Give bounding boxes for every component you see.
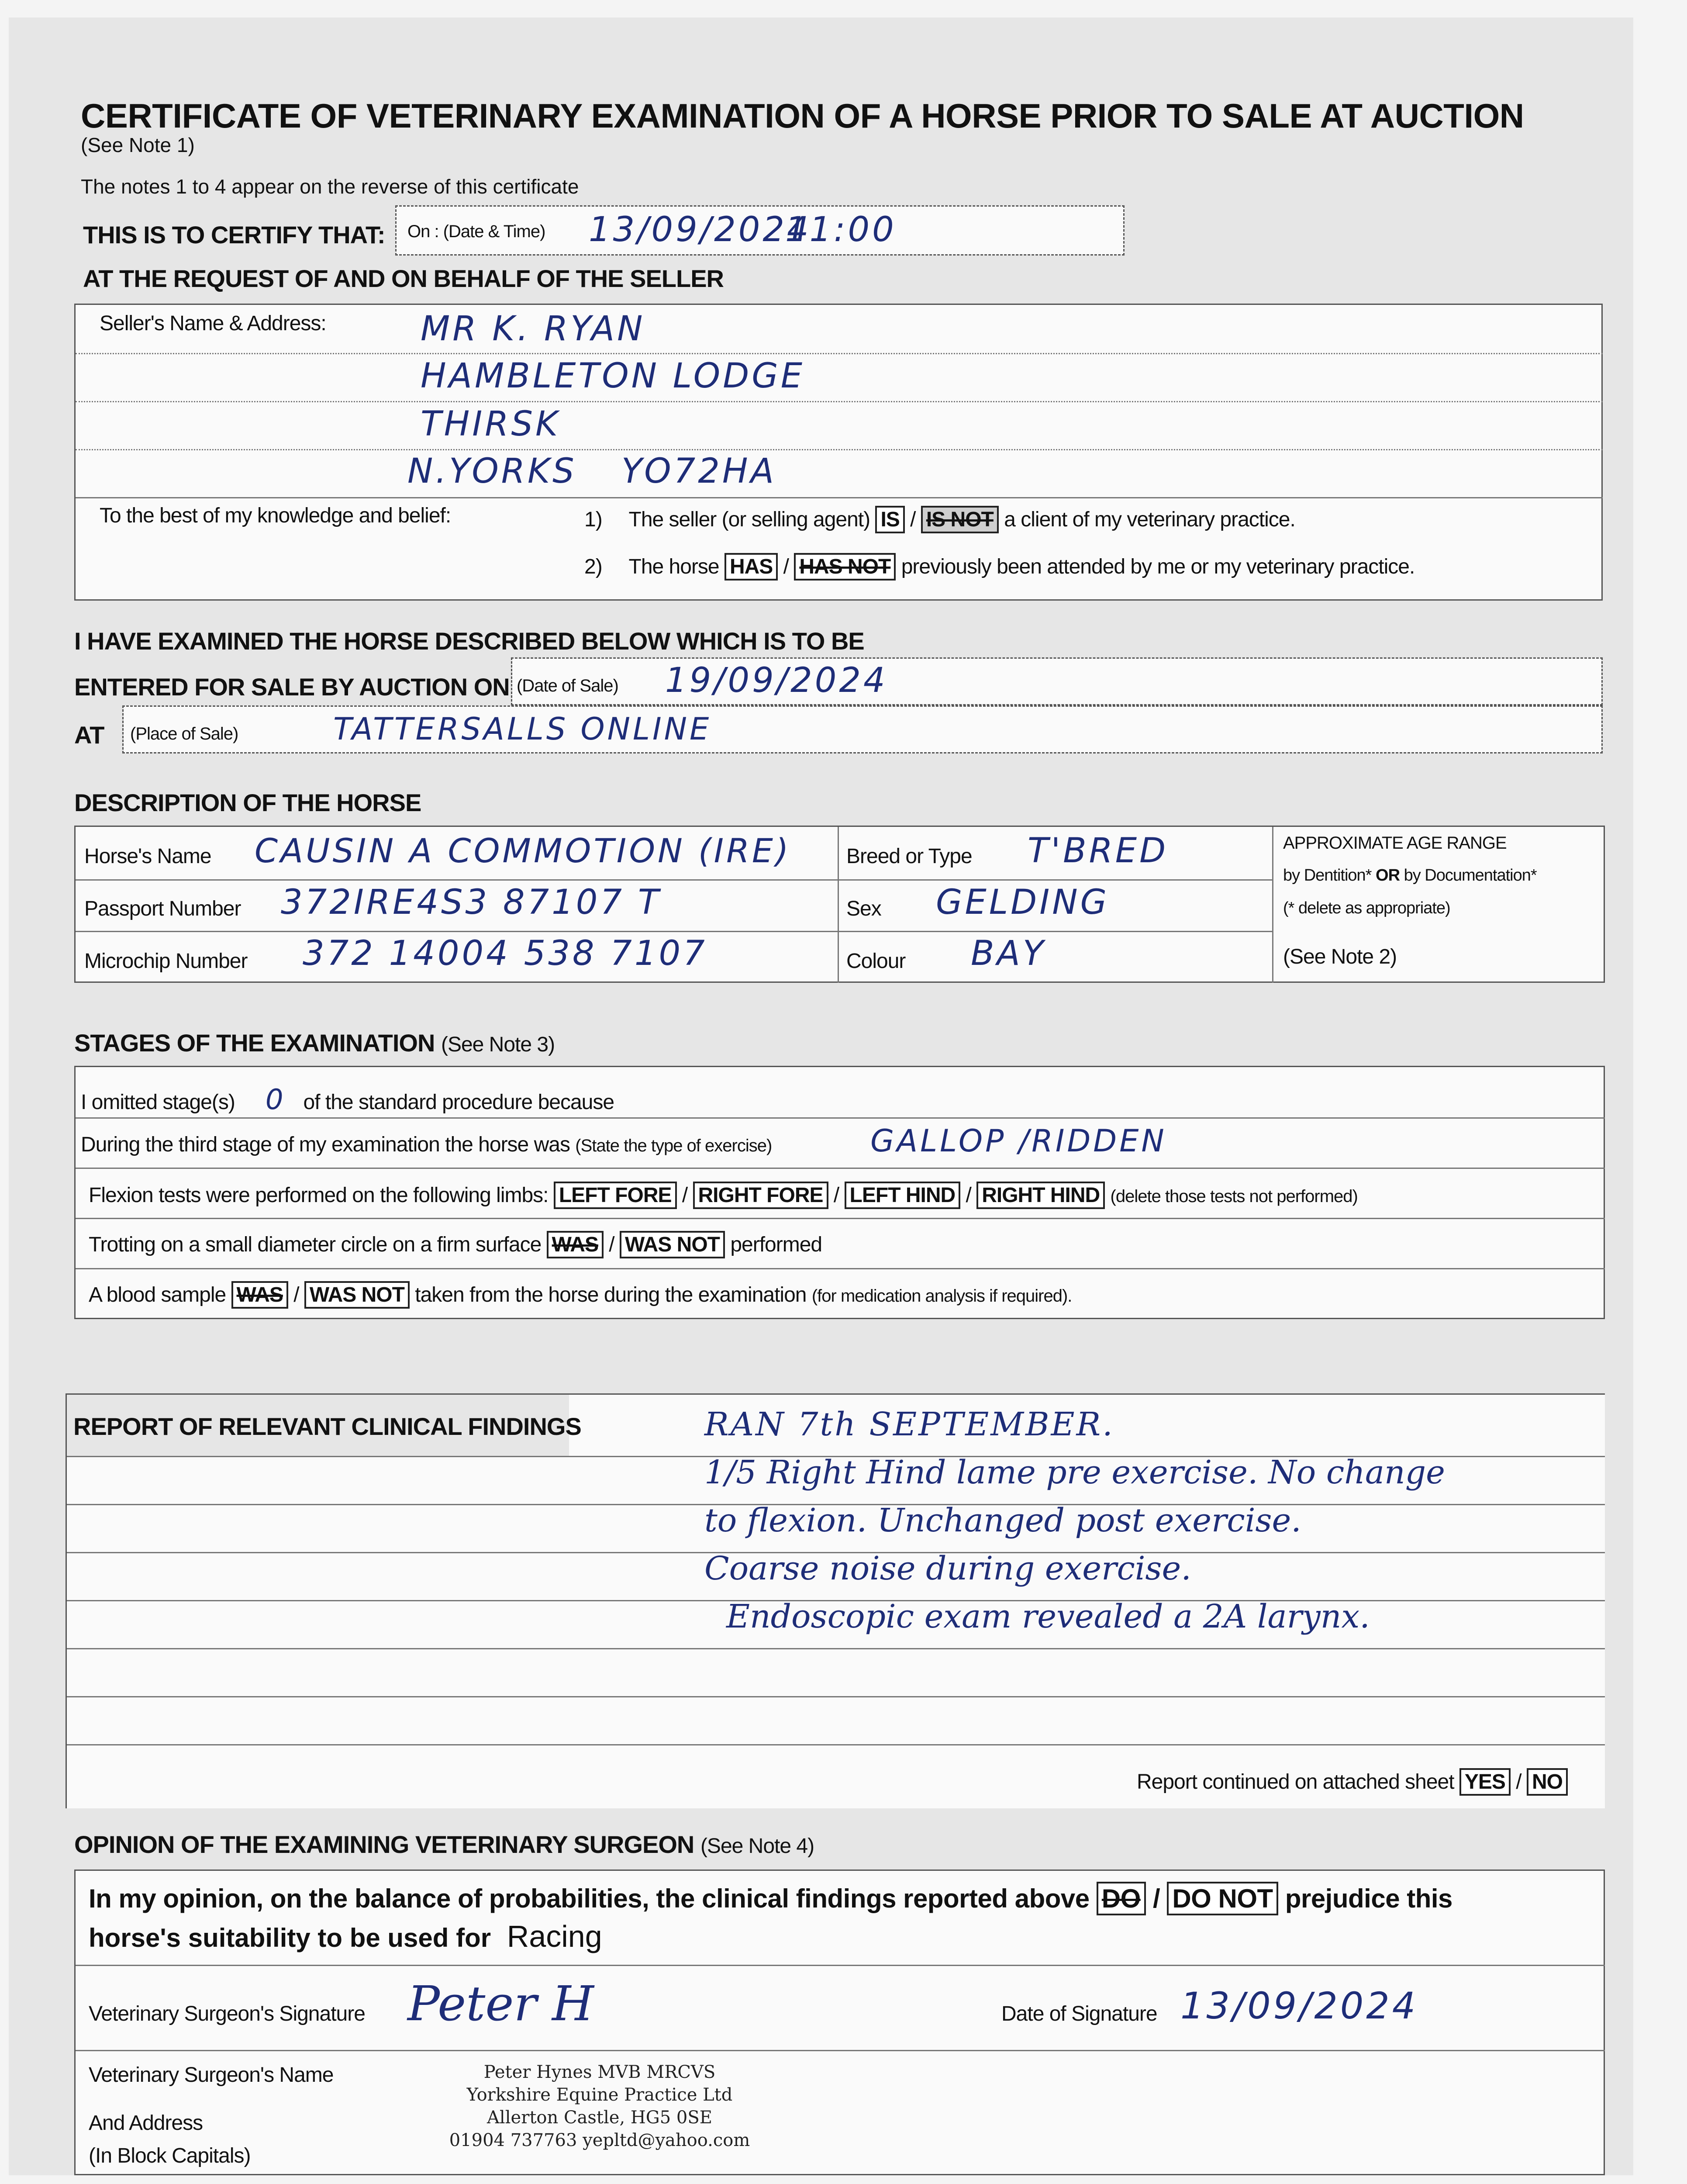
block-capitals-label: (In Block Capitals) (89, 2144, 251, 2167)
microchip-label: Microchip Number (84, 950, 248, 973)
finding-line-1: RAN 7th SEPTEMBER. (704, 1406, 1114, 1443)
certificate-title: CERTIFICATE OF VETERINARY EXAMINATION OF A HORSE PRIOR TO SALE AT AUCTION (81, 97, 1524, 135)
age-range-title: APPROXIMATE AGE RANGE (1283, 833, 1507, 853)
certify-label: THIS IS TO CERTIFY THAT: (83, 221, 385, 249)
date-of-sale-field[interactable] (511, 657, 1603, 705)
flexion-left-hind[interactable]: LEFT HIND (845, 1182, 961, 1209)
horse-name-label: Horse's Name (84, 845, 211, 868)
sex-value: GELDING (936, 883, 1110, 922)
colour-value: BAY (971, 934, 1046, 973)
age-range-see-note: (See Note 2) (1283, 945, 1397, 968)
report-continued-row: Report continued on attached sheet YES / NO (1137, 1768, 1568, 1796)
blood-was-not-option[interactable]: WAS NOT (304, 1281, 410, 1309)
omitted-stage-row: I omitted stage(s) 0 of the standard procedure because (81, 1084, 614, 1116)
is-not-option[interactable]: IS NOT (921, 506, 999, 533)
notes-intro: The notes 1 to 4 appear on the reverse of this certificate (81, 175, 579, 198)
third-stage-value[interactable]: GALLOP /RIDDEN (870, 1123, 1167, 1159)
stages-section-label: STAGES OF THE EXAMINATION (See Note 3) (74, 1029, 555, 1057)
opinion-box (74, 1870, 1605, 2175)
examined-label: I HAVE EXAMINED THE HORSE DESCRIBED BELOW WHICH IS TO BE (74, 627, 864, 655)
seller-box (74, 304, 1603, 601)
opinion-do-option[interactable]: DO (1097, 1882, 1146, 1915)
signature-date-label: Date of Signature (1001, 2002, 1157, 2025)
horse-section-label: DESCRIPTION OF THE HORSE (74, 789, 421, 816)
has-option[interactable]: HAS (724, 553, 778, 581)
stages-table (74, 1066, 1605, 1319)
findings-box (66, 1393, 1605, 1808)
blood-was-option[interactable]: WAS (231, 1281, 288, 1309)
intended-use-value[interactable]: Racing (507, 1919, 602, 1953)
flexion-right-fore[interactable]: RIGHT FORE (693, 1182, 828, 1209)
on-date: 13/09/2024 (589, 210, 811, 249)
opinion-statement-line2: horse's suitability to be used for Racing (89, 1919, 602, 1953)
exam-datetime-field[interactable] (395, 205, 1125, 256)
see-note-1: (See Note 1) (81, 134, 195, 156)
entered-label: ENTERED FOR SALE BY AUCTION ON (74, 673, 510, 701)
trot-was-not-option[interactable]: WAS NOT (620, 1231, 725, 1258)
is-option[interactable]: IS (875, 506, 904, 533)
microchip-value: 372 14004 538 7107 (303, 934, 707, 973)
finding-line-5: Endoscopic exam revealed a 2A larynx. (726, 1598, 1370, 1635)
place-of-sale-label: (Place of Sale) (130, 724, 238, 743)
signature-label: Veterinary Surgeon's Signature (89, 2002, 365, 2025)
signature-date-value: 13/09/2024 (1180, 1984, 1418, 2027)
colour-label: Colour (846, 950, 906, 973)
seller-name: MR K. RYAN (421, 309, 645, 349)
continued-yes-option[interactable]: YES (1459, 1768, 1511, 1796)
breed-value: T'BRED (1028, 831, 1169, 871)
flexion-row: Flexion tests were performed on the following limbs: LEFT FORE / RIGHT FORE / LEFT HIND / RIGHT HIND (delete those tests not performed) (89, 1182, 1358, 1209)
breed-label: Breed or Type (846, 845, 972, 868)
date-of-sale-label: (Date of Sale) (517, 676, 618, 695)
seller-address-3: N.YORKS (407, 452, 577, 491)
flexion-right-hind[interactable]: RIGHT HIND (976, 1182, 1105, 1209)
age-range-method: by Dentition* OR by Documentation* (1283, 866, 1537, 885)
on-label: On : (Date & Time) (407, 222, 545, 241)
seller-label: Seller's Name & Address: (100, 312, 326, 335)
continued-no-option[interactable]: NO (1527, 1768, 1568, 1796)
findings-section-label: REPORT OF RELEVANT CLINICAL FINDINGS (73, 1413, 581, 1440)
blood-sample-row: A blood sample WAS / WAS NOT taken from the horse during the examination (for medication analysis if required). (89, 1281, 1072, 1309)
finding-line-2: 1/5 Right Hind lame pre exercise. No change (704, 1454, 1445, 1491)
passport-label: Passport Number (84, 897, 241, 920)
knowledge-label: To the best of my knowledge and belief: (100, 504, 451, 527)
trotting-row: Trotting on a small diameter circle on a firm surface WAS / WAS NOT performed (89, 1231, 822, 1258)
surgeon-name-label: Veterinary Surgeon's Name (89, 2063, 334, 2087)
seller-address-2: THIRSK (421, 404, 561, 444)
finding-line-4: Coarse noise during exercise. (704, 1550, 1191, 1587)
seller-client-statement: 1) The seller (or selling agent) IS / IS NOT a client of my veterinary practice. (584, 506, 1295, 533)
on-time: 11:00 (785, 210, 897, 249)
opinion-statement: In my opinion, on the balance of probabilities, the clinical findings reported above DO / DO NOT prejudice this (89, 1882, 1452, 1915)
opinion-section-label: OPINION OF THE EXAMINING VETERINARY SURGEON (See Note 4) (74, 1831, 814, 1858)
omitted-stage-value[interactable]: 0 (265, 1084, 286, 1116)
sex-label: Sex (846, 897, 881, 920)
horse-name-value: CAUSIN A COMMOTION (IRE) (255, 831, 791, 870)
horse-attended-statement: 2) The horse HAS / HAS NOT previously been attended by me or my veterinary practice. (584, 553, 1414, 581)
practice-stamp: Peter Hynes MVB MRCVS Yorkshire Equine Practice Ltd Allerton Castle, HG5 0SE 01904 737763 yepltd@yahoo.com (449, 2062, 750, 2150)
place-of-sale-value: TATTERSALLS ONLINE (333, 711, 712, 747)
surgeon-address-label: And Address (89, 2111, 203, 2135)
at-label: AT (74, 721, 104, 749)
finding-line-3: to flexion. Unchanged post exercise. (704, 1502, 1301, 1539)
age-range-delete-note: (* delete as appropriate) (1283, 899, 1450, 917)
place-of-sale-field[interactable] (122, 705, 1603, 753)
trot-was-option[interactable]: WAS (547, 1231, 604, 1258)
certificate-page (9, 17, 1633, 2175)
has-not-option[interactable]: HAS NOT (794, 553, 896, 581)
seller-address-1: HAMBLETON LODGE (421, 356, 805, 396)
horse-description-table (74, 826, 1605, 983)
passport-value: 372IRE4S3 87107 T (281, 883, 662, 922)
third-stage-row: During the third stage of my examination the horse was (State the type of exercise) (81, 1133, 772, 1156)
request-label: AT THE REQUEST OF AND ON BEHALF OF THE SELLER (83, 265, 724, 292)
date-of-sale-value: 19/09/2024 (665, 661, 888, 700)
seller-postcode: YO72HA (621, 452, 776, 491)
signature-value: Peter H (407, 1976, 594, 2032)
flexion-left-fore[interactable]: LEFT FORE (554, 1182, 677, 1209)
opinion-do-not-option[interactable]: DO NOT (1167, 1882, 1278, 1915)
